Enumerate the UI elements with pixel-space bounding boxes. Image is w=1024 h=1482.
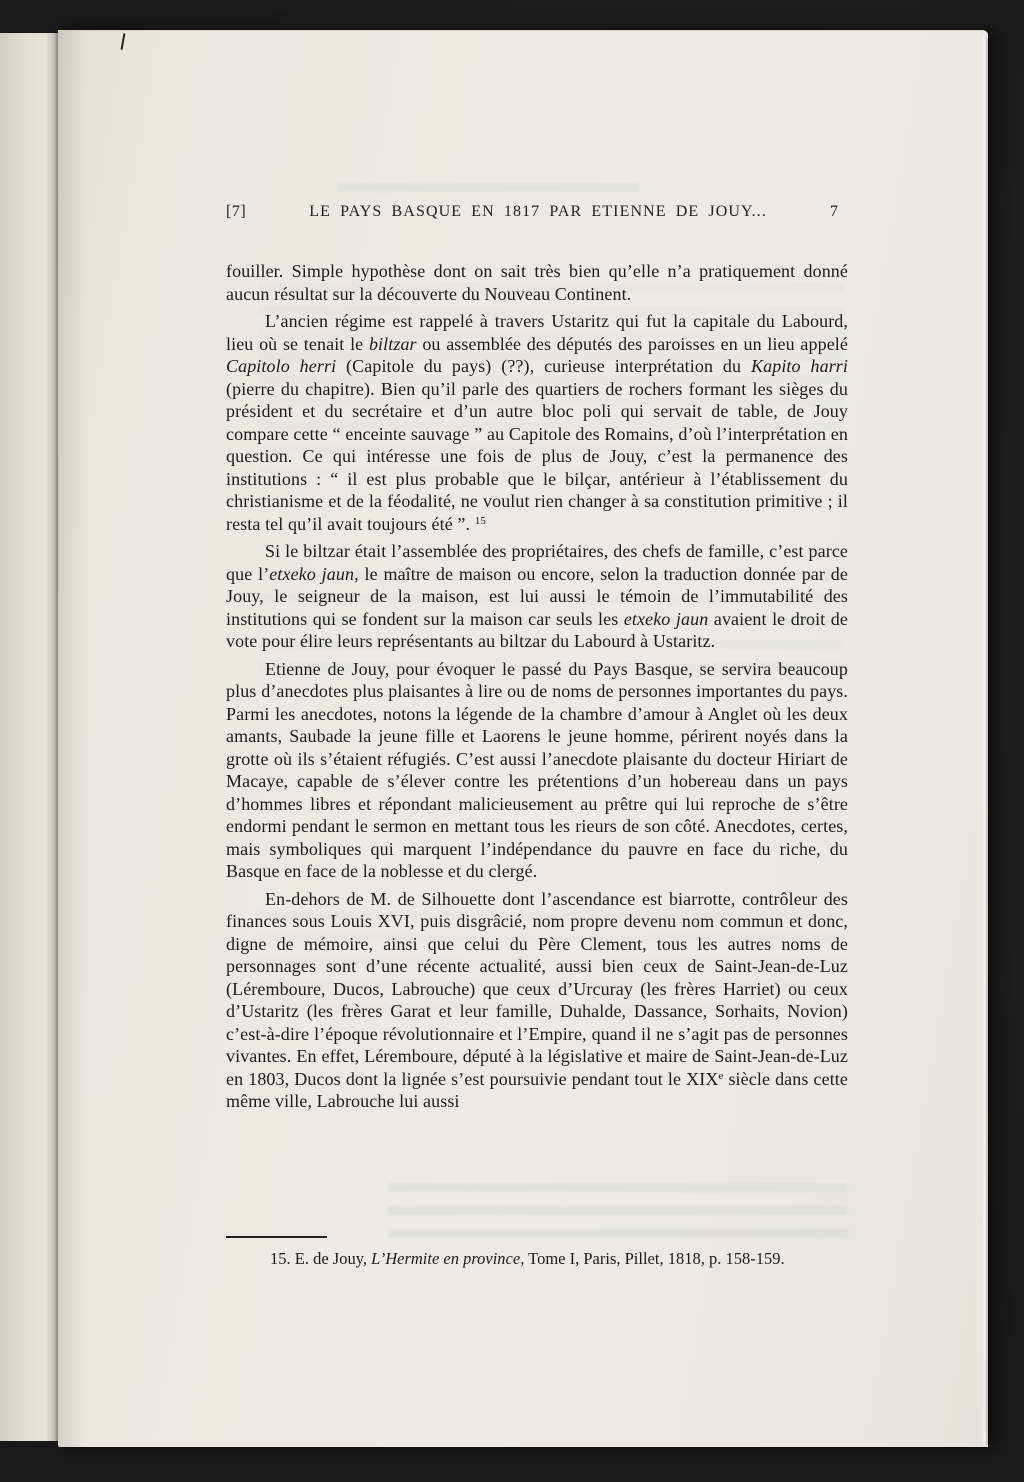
paragraph: fouiller. Simple hypothèse dont on sait très bien qu’elle n’a pratiquement donné aucun résultat sur la découverte du Nouveau Continent. [226, 261, 848, 304]
page-header [226, 202, 848, 222]
footnote-rule [226, 1236, 327, 1238]
running-title: LE PAYS BASQUE EN 1817 PAR ETIENNE DE JOUY... [309, 203, 767, 220]
paragraph: Etienne de Jouy, pour évoquer le passé du Pays Basque, se servira beaucoup plus d’anecdotes plus plaisantes à lire ou de noms de personnes importantes du pays. Parmi les anecdotes, notons la légende de la chambre d’amour à Anglet où les deux amants, Saubade la jeune fille et Laorens le jeune homme, périrent noyés dans la grotte où ils s’étaient réfugiés. C’est aussi l’anecdote plaisante du docteur Hiriart de Macaye, capable de s’élever contre les prétentions d’un hobereau dans un pays d’hommes libres et répondant malicieusement au prêtre qui lui reproche de s’être endormi pendant le sermon en mettant tous les rieurs de son côté. Anecdotes, certes, mais symboliques qui marquent l’indépendance du pauvre en face du riche, du Basque en face de la noblesse et du clergé. [226, 658, 848, 881]
footnote [226, 1236, 848, 1269]
text-column [226, 31, 848, 1447]
pen-mark [121, 33, 126, 50]
footnote-text: 15. E. de Jouy, L’Hermite en province, Tome I, Paris, Pillet, 1818, p. 158-159. [270, 1249, 785, 1268]
facing-page-edge [0, 33, 58, 1441]
paragraph: L’ancien régime est rappelé à travers Ustaritz qui fut la capitale du Labourd, lieu où se tenait le biltzar ou assemblée des députés des paroisses en un lieu appelé Capitolo herri (Capitole du pays) (??), curieuse interprétation du Kapito harri (pierre du chapitre). Bien qu’il parle des quartiers de rochers formant les sièges du président et du secrétaire et d’un autre bloc poli qui servait de table, de Jouy compare cette “ enceinte sauvage ” au Capitole des Romains, d’où l’interprétation en question. Ce qui intéresse une fois de plus de Jouy, c’est la permanence des institutions : “ il est plus probable que le bilçar, antérieur à l’établissement du christianisme et de la féodalité, ne voulut rien changer à sa constitution primitive ; il resta tel qu’il avait toujours été ”. $^{15}$ [226, 311, 849, 534]
book-page [58, 30, 988, 1447]
body-text [226, 260, 848, 1118]
paragraph: Si le biltzar était l’assemblée des propriétaires, des chefs de famille, c’est parce que l’etxeko jaun, le maître de maison ou encore, selon la traduction donnée par de Jouy, le seigneur de la maison, est lui aussi le témoin de l’immutabilité des institutions qui se fondent sur la maison car seuls les etxeko jaun avaient le droit de vote pour élire leurs représentants au biltzar du Labourd à Ustaritz. [226, 541, 849, 651]
paragraph: En-dehors de M. de Silhouette dont l’ascendance est biarrotte, contrôleur des finances sous Louis XVI, puis disgrâcié, nom propre devenu nom commun et donc, digne de mémoire, ainsi que celui du Père Clement, tous les autres noms de personnages sont d’une récente actualité, aussi bien ceux de Saint-Jean-de-Luz (Léremboure, Ducos, Labrouche) que ceux d’Urcuray (les frères Harriet) ou ceux d’Ustaritz (les frères Garat et leur famille, Duhalde, Dassance, Sorhaits, Novion) c’est-à-dire l’époque révolutionnaire et l’Empire, quand il ne s’agit pas de personnes vivantes. En effet, Léremboure, député à la législative et maire de Saint-Jean-de-Luz en 1803, Ducos dont la lignée s’est poursuivie pendant tout le XIXe siècle dans cette même ville, Labrouche lui aussi [226, 888, 848, 1111]
gutter-shadow [58, 31, 88, 1447]
page-stack-edge [982, 35, 988, 1445]
page-number: 7 [830, 203, 838, 220]
margin-reference: [7] [226, 203, 247, 220]
